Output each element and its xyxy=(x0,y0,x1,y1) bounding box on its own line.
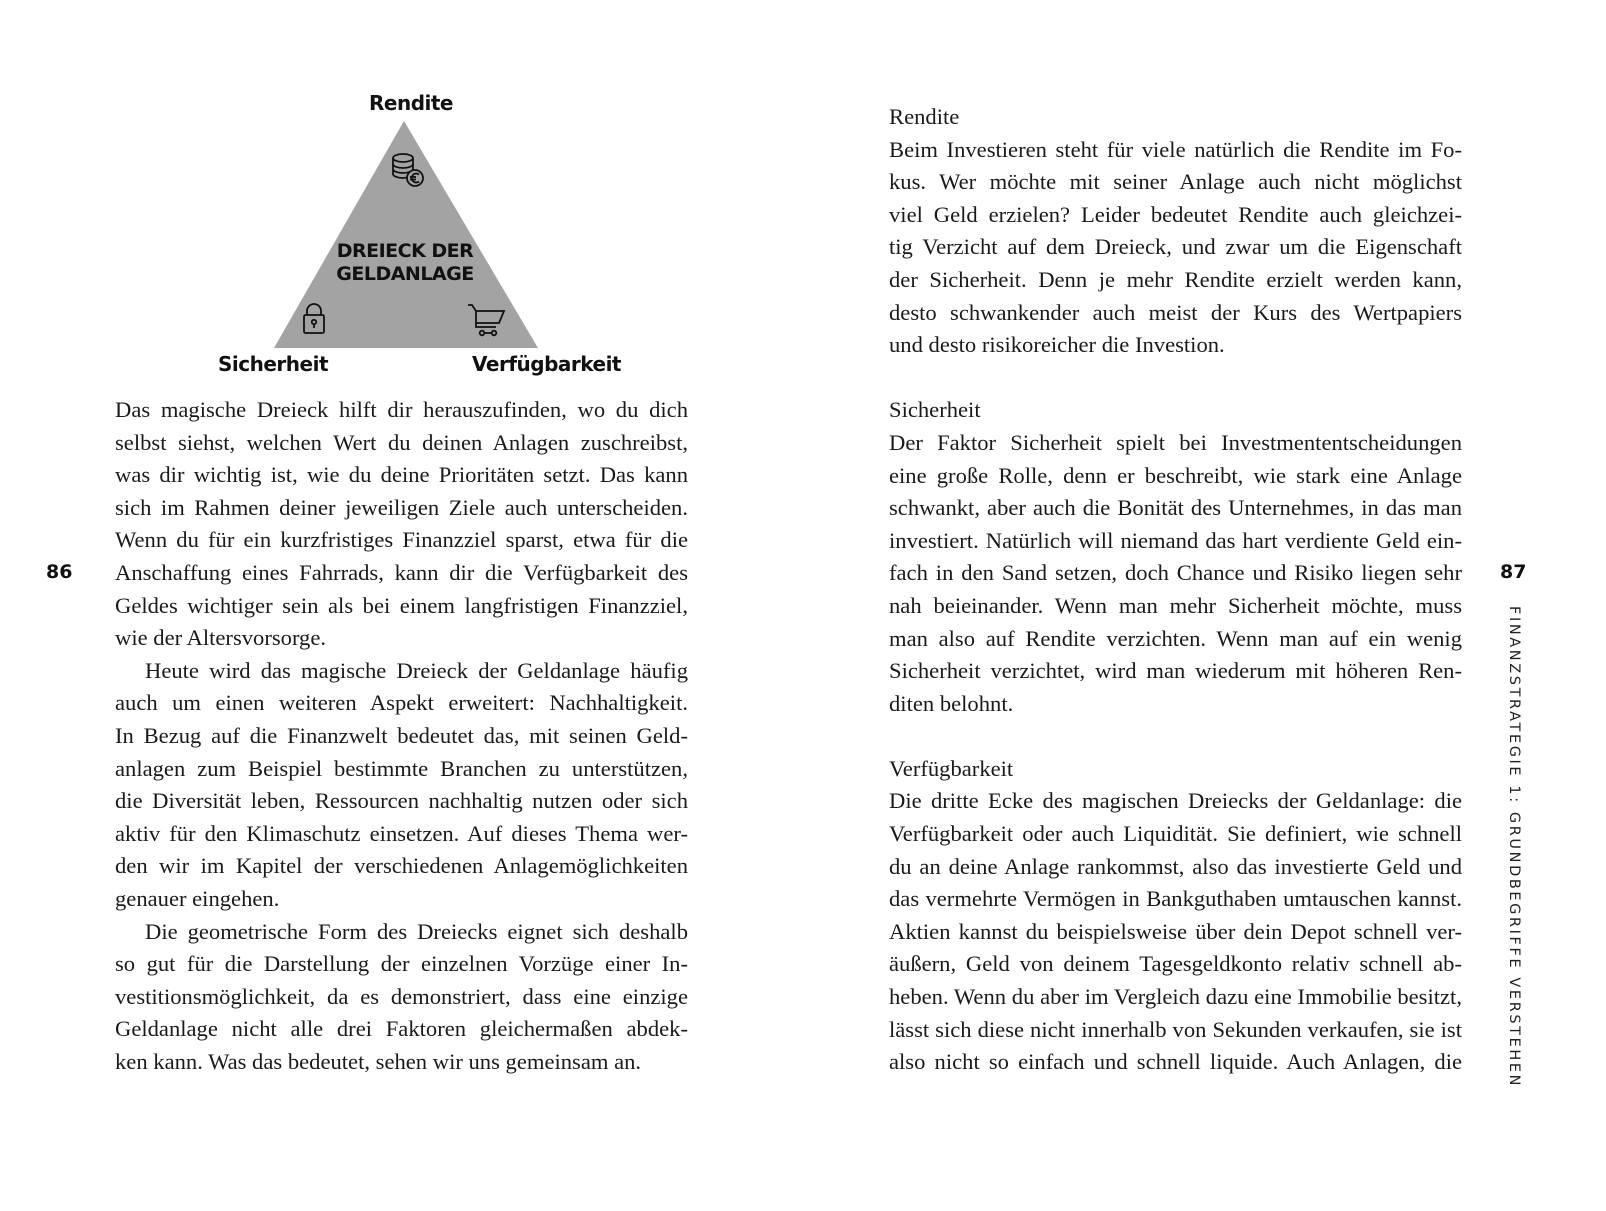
section-rendite xyxy=(889,101,1462,362)
text-line: Sicherheit verzichtet, wird man wiederum mit höheren Ren- xyxy=(889,658,1462,684)
page-number-right: 87 xyxy=(1500,561,1527,583)
triangle-title-line1: DREIECK DER xyxy=(336,240,474,262)
text-line: Die geometrische Form des Dreiecks eignet sich deshalb xyxy=(145,918,688,944)
text-line: den wir im Kapitel der verschiedenen Anlagemöglichkeiten xyxy=(115,853,688,879)
text-line: Das magische Dreieck hilft dir herauszufinden, wo du dich xyxy=(115,397,688,422)
text-line: genauer eingehen. xyxy=(115,885,280,911)
text-line: so gut für die Darstellung der einzelnen Vorzüge einer In- xyxy=(115,951,688,977)
text-line: schwankt, aber auch die Bonität des Unternehmes, in das man xyxy=(889,495,1462,521)
paragraph xyxy=(115,655,688,916)
text-line: sich im Rahmen deiner jeweiligen Ziele auch unterscheiden. xyxy=(115,494,688,520)
section-heading: Sicherheit xyxy=(889,397,981,423)
text-line: diten belohnt. xyxy=(889,690,1014,716)
text-line: man also auf Rendite verzichten. Wenn man auf ein wenig xyxy=(889,625,1462,651)
text-line: Verfügbarkeit oder auch Liquidität. Sie definiert, wie schnell xyxy=(889,821,1462,847)
text-line: fach in den Sand setzen, doch Chance und Risiko liegen sehr xyxy=(889,560,1462,586)
text-line: du an deine Anlage rankommst, also das investierte Geld und xyxy=(889,853,1462,879)
text-line: investiert. Natürlich will niemand das hart verdiente Geld ein- xyxy=(889,527,1462,553)
magic-triangle-figure xyxy=(200,85,630,395)
text-line: lässt sich diese nicht innerhalb von Sekunden verkaufen, sie ist xyxy=(889,1016,1462,1042)
triangle-label-verfuegbarkeit: Verfügbarkeit xyxy=(472,352,621,376)
section-heading: Verfügbarkeit xyxy=(889,755,1014,781)
text-line: und desto risikoreicher die Investion. xyxy=(889,332,1225,358)
triangle-title xyxy=(295,240,515,286)
text-line: Der Faktor Sicherheit spielt bei Investmententscheidungen xyxy=(889,429,1462,455)
text-line: Anschaffung eines Fahrrads, kann dir die Verfügbarkeit des xyxy=(115,559,688,585)
text-line: In Bezug auf die Finanzwelt bedeutet das, mit seinen Geld- xyxy=(115,722,688,748)
text-line: der Sicherheit. Denn je mehr Rendite erzielt werden kann, xyxy=(889,266,1462,292)
text-line: äußern, Geld von deinem Tagesgeldkonto relativ schnell ab- xyxy=(889,951,1462,977)
page-number-left: 86 xyxy=(46,561,73,583)
section-verfuegbarkeit xyxy=(889,753,1462,1079)
paragraph xyxy=(115,394,688,655)
text-line: die Diversität leben, Ressourcen nachhaltig nutzen oder sich xyxy=(115,788,688,814)
triangle-title-line2: GELDANLAGE xyxy=(336,263,474,285)
text-line: das vermehrte Vermögen in Bankguthaben umtauschen kannst. xyxy=(889,886,1462,912)
text-line: vestitionsmöglichkeit, da es demonstriert, dass eine einzige xyxy=(115,983,688,1009)
triangle-label-rendite: Rendite xyxy=(369,91,453,115)
triangle-label-sicherheit: Sicherheit xyxy=(218,352,328,376)
text-line: Geldanlage nicht alle drei Faktoren gleichermaßen abdek- xyxy=(115,1016,688,1042)
text-line: Geldes wichtiger sein als bei einem langfristigen Finanzziel, xyxy=(115,592,688,618)
text-line: nah beieinander. Wenn man mehr Sicherheit möchte, muss xyxy=(889,592,1462,618)
text-line: aktiv für den Klimaschutz einsetzen. Auf dieses Thema wer- xyxy=(115,820,688,846)
text-line: Die dritte Ecke des magischen Dreiecks der Geldanlage: die xyxy=(889,788,1462,814)
text-line: kus. Wer möchte mit seiner Anlage auch nicht möglichst xyxy=(889,169,1462,195)
text-line: tig Verzicht auf dem Dreieck, und zwar um die Eigenschaft xyxy=(889,234,1462,260)
section-heading: Rendite xyxy=(889,104,960,129)
text-line: anlagen zum Beispiel bestimmte Branchen zu unterstützen, xyxy=(115,755,688,781)
text-line: Beim Investieren steht für viele natürlich die Rendite im Fo- xyxy=(889,136,1462,162)
right-body-text xyxy=(889,101,1462,1111)
text-line: Aktien kannst du beispielsweise über dein Depot schnell ver- xyxy=(889,918,1462,944)
text-line: ken kann. Was das bedeutet, sehen wir uns gemeinsam an. xyxy=(115,1048,642,1074)
text-line: viel Geld erzielen? Leider bedeutet Rendite auch gleichzei- xyxy=(889,201,1462,227)
text-line: also nicht so einfach und schnell liquide. Auch Anlagen, die xyxy=(889,1049,1462,1075)
running-head-text: FINANZSTRATEGIE 1: GRUNDBEGRIFFE VERSTEHEN xyxy=(1506,606,1522,1089)
text-line: Heute wird das magische Dreieck der Geldanlage häufig xyxy=(145,657,688,683)
text-line: Wenn du für ein kurzfristiges Finanzziel sparst, etwa für die xyxy=(115,527,688,553)
text-line: heben. Wenn du aber im Vergleich dazu eine Immobilie besitzt, xyxy=(889,984,1462,1010)
text-line: eine große Rolle, denn er beschreibt, wie stark eine Anlage xyxy=(889,462,1462,488)
text-line: was dir wichtig ist, wie du deine Prioritäten setzt. Das kann xyxy=(115,462,688,488)
right-page xyxy=(803,0,1606,1211)
text-line: wie der Altersvorsorge. xyxy=(115,625,327,651)
text-line: auch um einen weiteren Aspekt erweitert: Nachhaltigkeit. xyxy=(115,690,688,716)
paragraph xyxy=(115,916,688,1079)
left-body-text xyxy=(115,394,688,1078)
text-line: desto schwankender auch meist der Kurs des Wertpapiers xyxy=(889,299,1462,325)
section-sicherheit xyxy=(889,394,1462,720)
text-line: selbst siehst, welchen Wert du deinen Anlagen zuschreibst, xyxy=(115,429,688,455)
running-head xyxy=(1500,606,1526,1089)
